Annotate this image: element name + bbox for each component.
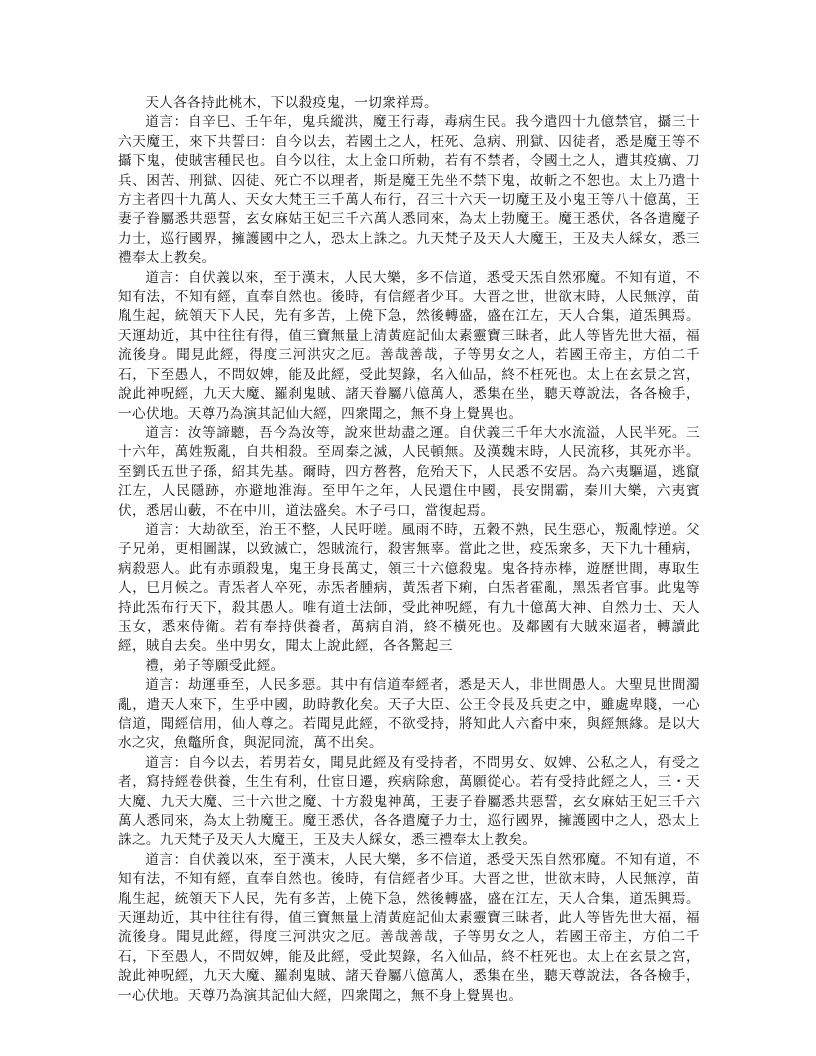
paragraph: 禮，弟子等願受此經。 [145,657,285,674]
paragraph: 道言：劫運垂至，人民多惡。其中有信道奉經者，悉是天人，非世間愚人。大聖見世間濁亂，遣天人來下，生乎中國，助時教化矣。天子大臣、公王令長及兵吏之中，雖處卑賤，一心信道，聞經信用，仙人尊之。若聞見此經，不欲受持，將知此人六畜中來，與經無緣。是以大水之灾，魚鼈所食，與泥同流，萬不出矣。 [118,677,700,752]
paragraph: 道言：自辛巳、壬午年，鬼兵縱洪，魔王行毒，毒病生民。我今遣四十九億禁官，攝三十六天魔王，來下共誓曰：自今以去，若國土之人，枉死、急病、刑獄、囚徒者，悉是魔王等不攝下鬼，使賊害種民也。自今以往，太上金口所勅，若有不禁者，令國土之人，遭其疫癘、刀兵、困苦、刑獄、囚徒、死亡不以理者，斯是魔王先坐不禁下鬼，故斬之不恕也。太上乃遣十方主者四十九萬人、天女大梵王三千萬人布行，召三十六天一切魔王及小鬼王等八十億萬，王妻子眷屬悉共惡誓，玄女麻姑王妃三千六萬人悉同來，為太上勃魔王。魔王悉伏，各各遣魔子力士，巡行國界，擁護國中之人，恐太上誅之。九天梵子及天人大魔王，王及夫人綵女，悉三禮奉太上教矣。 [118,114,700,267]
paragraph: 道言：汝等諦聽，吾今為汝等，說來世劫盡之運。自伏義三千年大水流溢，人民半死。三十六年，萬姓叛亂，自共相殺。至周秦之滅，人民頓無。及漢魏末時，人民流移，其死亦半。至劉氏五世子孫，紹其先基。爾時，四方嗸嗸，危殆天下，人民悉不安居。為六夷驅逼，逃竄江左，人民隱跡，亦避地淮海。至甲午之年，人民還住中國，長安開霸，秦川大樂，六夷賓伏，悉居山藪，不在中川，道法盛矣。木子弓口，當復起焉。 [118,424,700,519]
paragraph: 天人各各持此桃木，下以殺疫鬼，一切衆祥焉。 [145,95,439,111]
document-page [118,94,700,1006]
paragraph: 道言：自伏義以來，至于漢末，人民大樂，多不信道，悉受天炁自然邪魔。不知有道，不知有法，不知有經，直奉自然也。後時，有信經者少耳。大晋之世，世欲末時，人民無淳，苗胤生起，統領天下人民，先有多苦，上僥下急，然後轉盛，盛在江左，天人合集，道炁興焉。天運劫近，其中往往有得，值三寶無量上清黃庭記仙太素靈寶三昧者，此人等皆先世大福，福流後身。聞見此經，得度三河洪灾之厄。善哉善哉，子等男女之人，若國王帝主，方伯二千石，下至愚人，不問奴婢，能及此經，受此契錄，名入仙品，終不枉死也。太上在玄景之宮，說此神呪經，九天大魔、羅刹鬼賊、諸天眷屬八億萬人，悉集在坐，聽天尊說法，各各檢手，一心伏地。天尊乃為演其記仙大經，四衆聞之，無不身上覺異也。 [118,851,700,1004]
paragraph: 道言：大劫欲至，治王不整，人民吁嗟。風雨不時，五穀不熟，民生惡心，叛亂悖逆。父子兄弟，更相圖謀，以致滅亡，怨賊流行，殺害無辜。當此之世，疫炁衆多，天下九十種病，病殺惡人。此有赤頭殺鬼，鬼王身長萬丈，領三十六億殺鬼。鬼各持赤棒，遊歷世間，專取生人，巳月候之。青炁者人卒死，赤炁者腫病，黃炁者下痢，白炁者霍亂，黑炁者官事。此鬼等持此炁布行天下，殺其愚人。唯有道士法師，受此神呪經，有九十億萬大神、自然力士、天人玉女，悉來侍衛。若有奉持供養者，萬病自消，終不橫死也。及鄰國有大賊來逼者，轉讀此經，賊自去矣。坐中男女，聞太上說此經，各各驚起三 [118,521,700,655]
paragraph: 道言：自今以去，若男若女，聞見此經及有受持者，不問男女、奴婢、公私之人，有受之者，寫持經卷供養，生生有利，仕宦日遷，疾病除愈，萬願從心。若有受持此經之人，三・天大魔、九天大魔、三十六世之魔、十方殺鬼神萬，王妻子眷屬悉共惡誓，玄女麻姑王妃三千六萬人悉同來，為太上勃魔王。魔王悉伏，各各遣魔子力士，巡行國界，擁護國中之人，恐太上誅之。九天梵子及天人大魔王，王及夫人綵女，悉三禮奉太上教矣。 [118,754,700,849]
paragraph: 道言：自伏義以來，至于漢末，人民大樂，多不信道，悉受天炁自然邪魔。不知有道，不知有法，不知有經，直奉自然也。後時，有信經者少耳。大晋之世，世欲末時，人民無淳，苗胤生起，統領天下人民，先有多苦，上僥下急，然後轉盛，盛在江左，天人合集，道炁興焉。天運劫近，其中往往有得，值三寶無量上清黃庭記仙太素靈寶三昧者，此人等皆先世大福，福流後身。聞見此經，得度三河洪灾之厄。善哉善哉，子等男女之人，若國王帝主，方伯二千石，下至愚人，不問奴婢，能及此經，受此契錄，名入仙品，終不枉死也。太上在玄景之宮，說此神呪經，九天大魔、羅刹鬼賊、諸天眷屬八億萬人，悉集在坐，聽天尊說法，各各檢手，一心伏地。天尊乃為演其記仙大經，四衆聞之，無不身上覺異也。 [118,269,700,422]
